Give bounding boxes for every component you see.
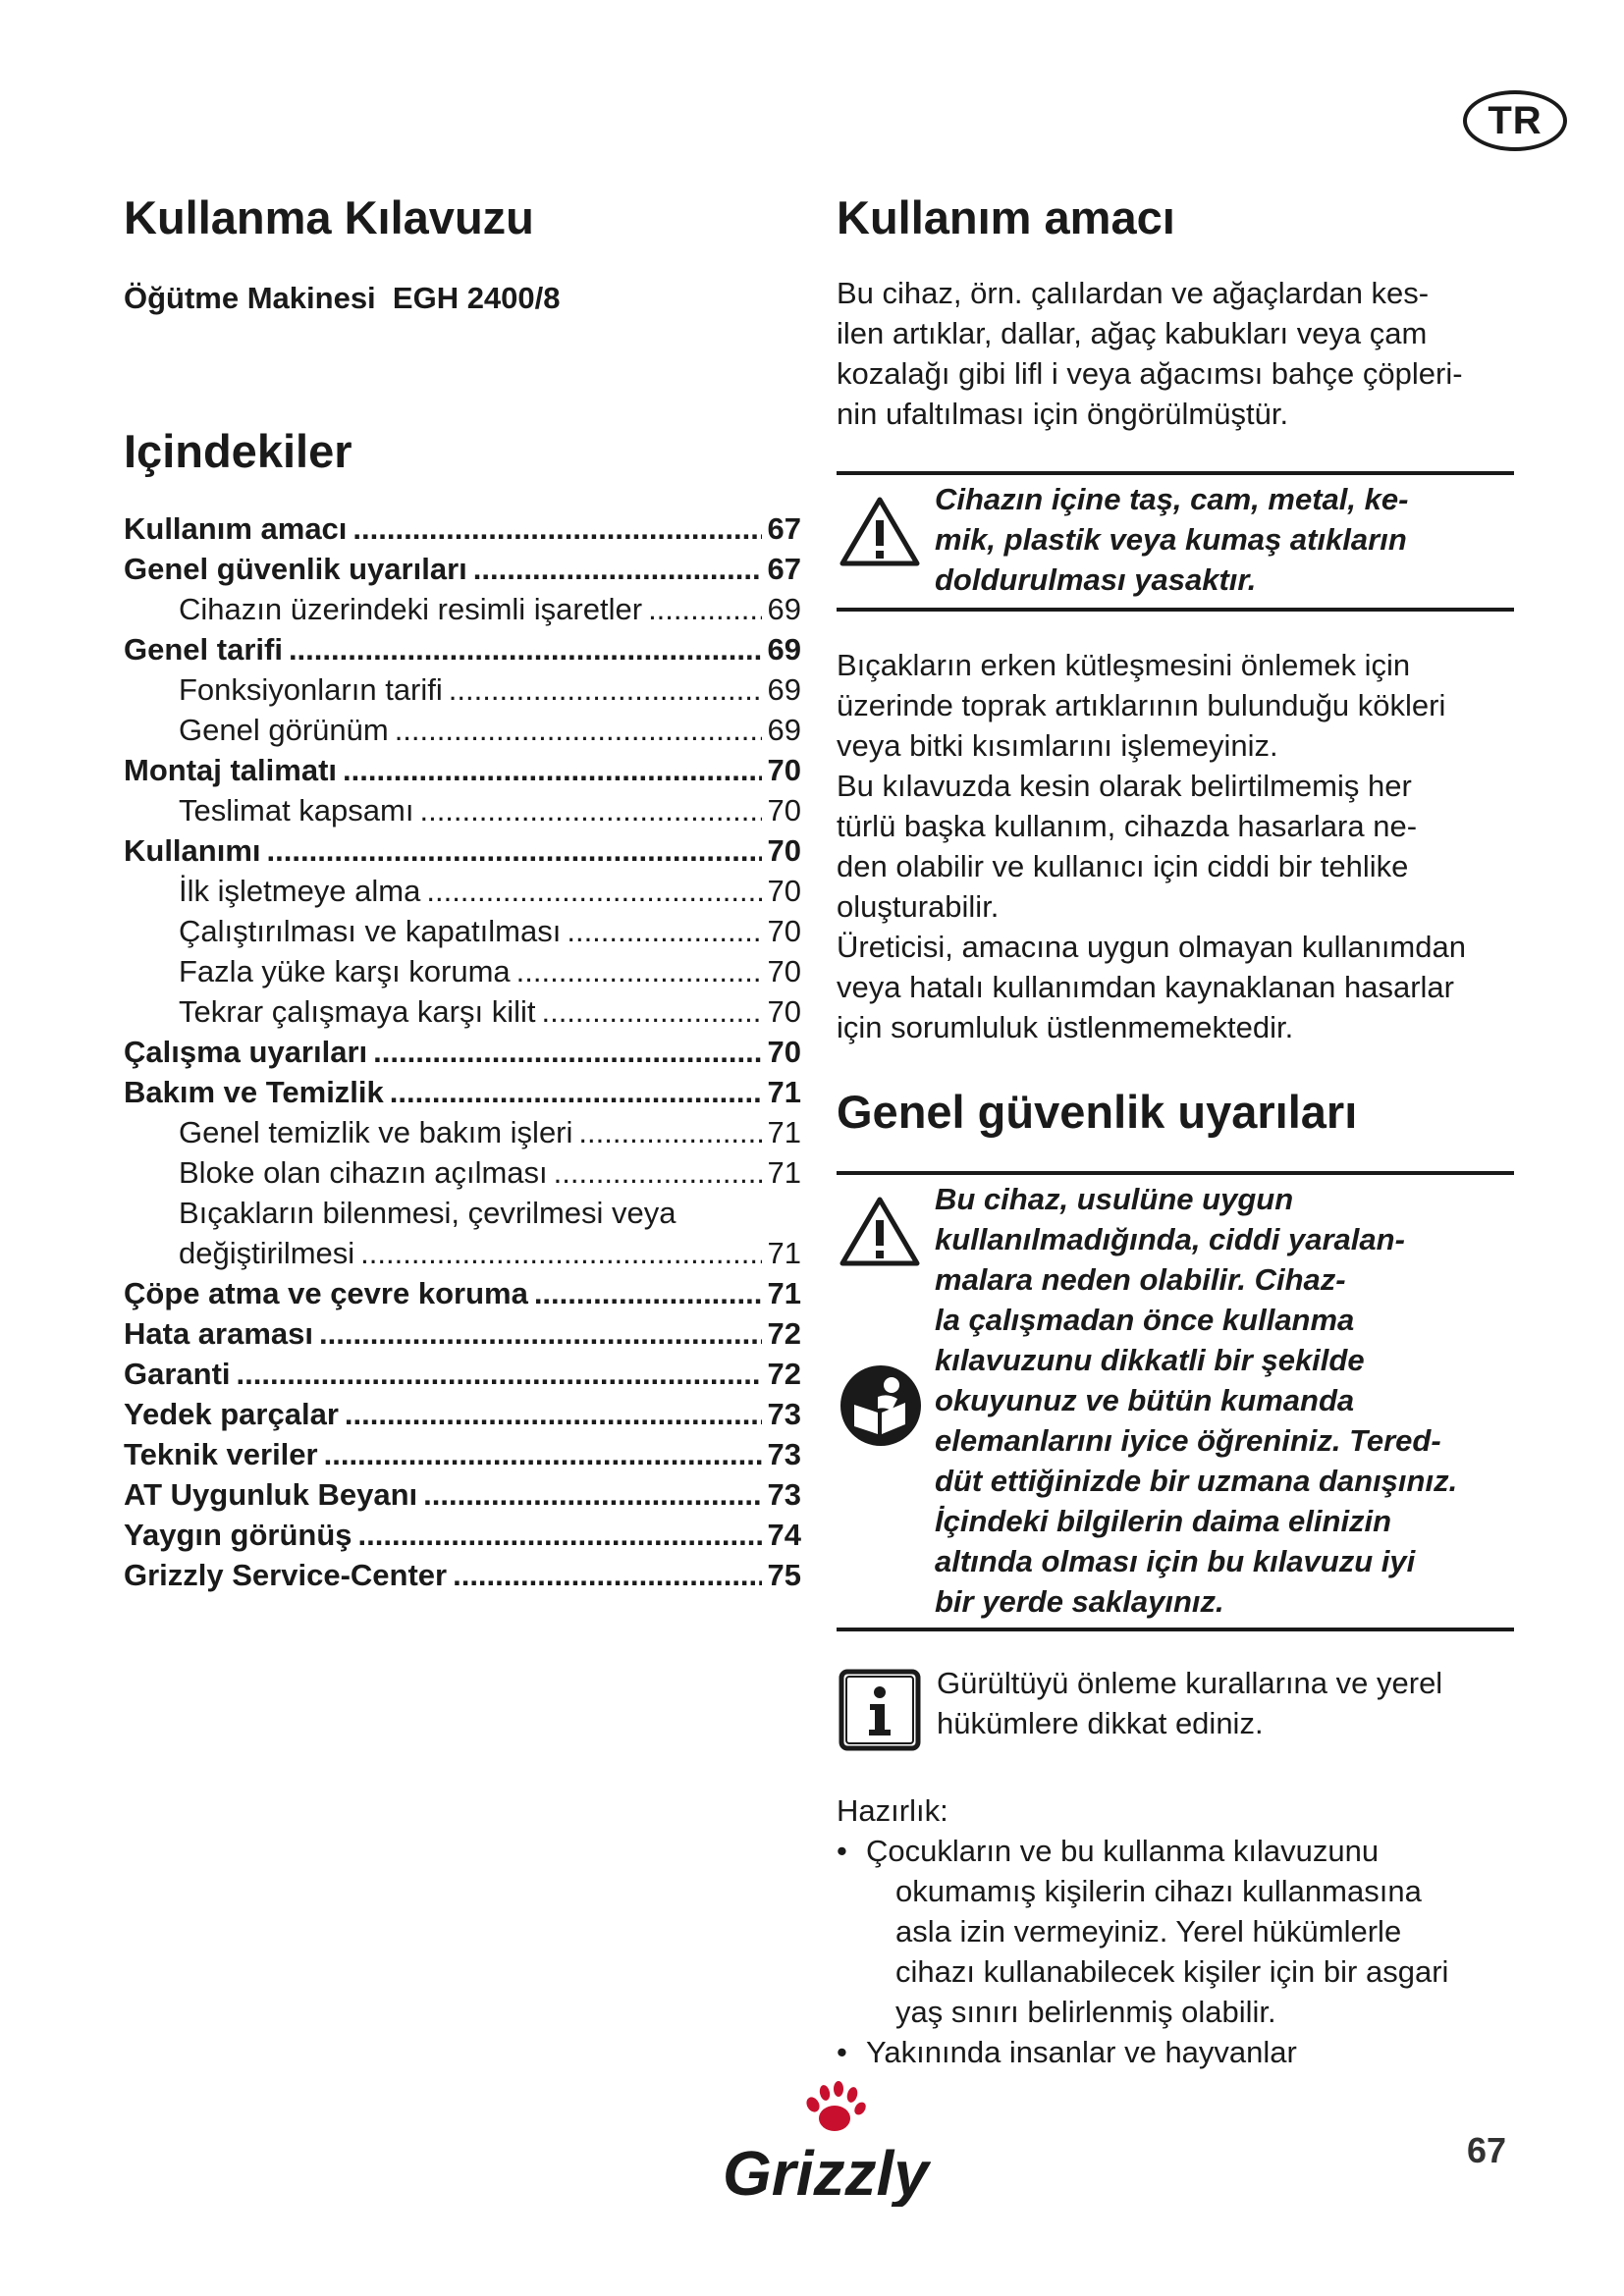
text-line: elemanlarını iyice öğreniniz. Tered- <box>935 1423 1441 1458</box>
toc-entry-page: 71 <box>767 1075 801 1109</box>
preparation-label: Hazırlık: <box>837 1793 948 1828</box>
toc-entry <box>124 750 801 790</box>
toc-entry <box>124 669 801 710</box>
toc-leader-dots <box>516 951 762 991</box>
text-line: Bu cihaz, usulüne uygun <box>935 1182 1294 1216</box>
section-title-safety: Genel güvenlik uyarıları <box>837 1086 1358 1138</box>
toc-leader-dots <box>319 1313 762 1354</box>
toc-entry-page: 73 <box>767 1397 801 1431</box>
toc-entry-label: Hata araması <box>124 1316 314 1351</box>
text-line: asla izin vermeyiniz. Yerel hükümlerle <box>895 1914 1402 1949</box>
toc-entry-page: 70 <box>767 753 801 787</box>
text-line: oluşturabilir. <box>837 889 1000 924</box>
text-line: nin ufaltılması için öngörülmüştür. <box>837 397 1289 431</box>
toc-entry <box>124 508 801 549</box>
toc-leader-dots <box>373 1032 761 1072</box>
text-line: için sorumluluk üstlenmemektedir. <box>837 1010 1294 1044</box>
toc-entry-label: Genel tarifi <box>124 632 283 667</box>
text-line: üzerinde toprak artıklarının bulunduğu kökleri <box>837 688 1446 722</box>
text-line: yaş sınırı belirlenmiş olabilir. <box>895 1995 1276 2029</box>
toc-entry-label: Tekrar çalışmaya karşı kilit <box>179 994 536 1029</box>
table-of-contents <box>124 508 811 1595</box>
toc-entry <box>124 1193 801 1233</box>
toc-entry <box>124 1434 801 1474</box>
toc-leader-dots <box>358 1515 762 1555</box>
bullet-mark: • <box>837 2035 847 2069</box>
toc-entry-page: 70 <box>767 994 801 1029</box>
text-line: okumamış kişilerin cihazı kullanmasına <box>895 1874 1422 1908</box>
toc-leader-dots <box>395 710 762 750</box>
toc-entry-page: 71 <box>767 1236 801 1270</box>
text-line: kılavuzunu dikkatli bir şekilde <box>935 1343 1365 1377</box>
text-line: veya bitki kısımlarını işlemeyiniz. <box>837 728 1278 763</box>
toc-leader-dots <box>648 589 761 629</box>
toc-leader-dots <box>390 1072 762 1112</box>
toc-entry-page: 73 <box>767 1477 801 1512</box>
toc-entry <box>124 951 801 991</box>
toc-entry-page: 70 <box>767 874 801 908</box>
text-line: veya hatalı kullanımdan kaynaklanan hasarlar <box>837 970 1454 1004</box>
toc-entry-label: Çalışma uyarıları <box>124 1035 368 1069</box>
text-line: altında olması için bu kılavuzu iyi <box>935 1544 1416 1578</box>
toc-leader-dots <box>578 1112 761 1152</box>
toc-entry-label: Kullanımı <box>124 833 261 868</box>
toc-entry-label: AT Uygunluk Beyanı <box>124 1477 418 1512</box>
toc-entry-label: Çöpe atma ve çevre koruma <box>124 1276 528 1310</box>
read-manual-icon <box>839 1363 923 1448</box>
toc-entry-page: 74 <box>767 1518 801 1552</box>
text-line: Gürültüyü önleme kurallarına ve yerel <box>937 1666 1443 1700</box>
toc-leader-dots <box>237 1354 762 1394</box>
bullet-item <box>837 1831 1514 2032</box>
toc-leader-dots <box>352 508 761 549</box>
toc-leader-dots <box>534 1273 762 1313</box>
info-note <box>837 1663 1514 1751</box>
toc-leader-dots <box>343 750 762 790</box>
toc-entry-label: değiştirilmesi <box>179 1236 355 1270</box>
toc-entry-label: Çalıştırılması ve kapatılması <box>179 914 562 948</box>
toc-leader-dots <box>449 669 762 710</box>
preparation-section <box>837 1790 1514 2072</box>
toc-entry-page: 73 <box>767 1437 801 1471</box>
info-text <box>937 1663 1514 1743</box>
text-line: ilen artıklar, dallar, ağaç kabukları veya çam <box>837 316 1428 350</box>
warning-box-prohibited-waste <box>837 471 1514 612</box>
toc-entry-page: 70 <box>767 914 801 948</box>
toc-entry <box>124 1112 801 1152</box>
toc-entry-page: 72 <box>767 1316 801 1351</box>
warning-triangle-icon <box>839 495 921 567</box>
toc-entry <box>124 710 801 750</box>
text-line: hükümlere dikkat ediniz. <box>937 1706 1264 1740</box>
toc-entry-label: Teslimat kapsamı <box>179 793 414 828</box>
toc-entry-label: Montaj talimatı <box>124 753 338 787</box>
toc-entry <box>124 1032 801 1072</box>
toc-entry-label: İlk işletmeye alma <box>179 874 421 908</box>
toc-entry-page: 72 <box>767 1357 801 1391</box>
toc-entry-page: 70 <box>767 954 801 988</box>
toc-entry <box>124 790 801 830</box>
toc-entry-label: Fonksiyonların tarifi <box>179 672 443 707</box>
info-icon <box>839 1669 921 1751</box>
toc-leader-dots <box>289 629 762 669</box>
preparation-bullets <box>837 1831 1514 2072</box>
toc-entry-label: Bıçakların bilenmesi, çevrilmesi veya <box>179 1196 677 1230</box>
toc-entry <box>124 1394 801 1434</box>
toc-entry-page: 69 <box>767 713 801 747</box>
toc-leader-dots <box>541 991 761 1032</box>
bullet-mark: • <box>837 1834 847 1868</box>
toc-entry-page: 71 <box>767 1115 801 1149</box>
text-line: Bıçakların erken kütleşmesini önlemek için <box>837 648 1411 682</box>
toc-entry <box>124 991 801 1032</box>
right-column <box>837 187 1514 2072</box>
toc-entry-page: 71 <box>767 1276 801 1310</box>
logo-wordmark: Grizzly <box>723 2138 929 2207</box>
toc-entry-label: Teknik veriler <box>124 1437 318 1471</box>
toc-entry-page: 70 <box>767 833 801 868</box>
text-line: kozalağı gibi lifl i veya ağacımsı bahçe çöpleri- <box>837 356 1463 391</box>
text-line: düt ettiğinizde bir uzmana danışınız. <box>935 1464 1458 1498</box>
text-line: doldurulması yasaktır. <box>935 562 1257 597</box>
text-line: Bu kılavuzda kesin olarak belirtilmemiş her <box>837 769 1412 803</box>
text-line: İçindeki bilgilerin daima elinizin <box>935 1504 1392 1538</box>
warning-text-safety <box>935 1179 1514 1622</box>
toc-entry <box>124 629 801 669</box>
toc-entry-label: Yaygın görünüş <box>124 1518 352 1552</box>
toc-entry <box>124 1072 801 1112</box>
text-line: la çalışmadan önce kullanma <box>935 1303 1355 1337</box>
toc-entry-label: Grizzly Service-Center <box>124 1558 448 1592</box>
toc-leader-dots <box>324 1434 762 1474</box>
page-number: 67 <box>1467 2130 1507 2170</box>
text-line: Yakınında insanlar ve hayvanlar <box>866 2035 1297 2069</box>
text-line: malara neden olabilir. Cihaz- <box>935 1262 1346 1297</box>
section-title-intended-use: Kullanım amacı <box>837 191 1175 243</box>
toc-leader-dots <box>567 911 761 951</box>
toc-entry-page: 69 <box>767 672 801 707</box>
text-line: mik, plastik veya kumaş atıkların <box>935 522 1407 557</box>
toc-entry <box>124 830 801 871</box>
text-line: den olabilir ve kullanıcı için ciddi bir tehlike <box>837 849 1409 883</box>
usage-notes-text <box>837 645 1514 1047</box>
toc-entry <box>124 1313 801 1354</box>
text-line: Cihazın içine taş, cam, metal, ke- <box>935 482 1409 516</box>
text-line: Üreticisi, amacına uygun olmayan kullanımdan <box>837 930 1466 964</box>
toc-leader-dots <box>419 790 761 830</box>
toc-entry <box>124 589 801 629</box>
toc-entry <box>124 549 801 589</box>
toc-leader-dots <box>360 1233 761 1273</box>
text-line: türlü başka kullanım, cihazda hasarlara ne- <box>837 809 1418 843</box>
toc-entry-page: 69 <box>767 592 801 626</box>
toc-leader-dots <box>423 1474 761 1515</box>
warning-text-prohibited-waste <box>935 479 1514 600</box>
warning-box-safety <box>837 1171 1514 1631</box>
text-line: cihazı kullanabilecek kişiler için bir asgari <box>895 1954 1449 1989</box>
toc-entry <box>124 871 801 911</box>
toc-entry-label: Genel güvenlik uyarıları <box>124 552 467 586</box>
bullet-item <box>837 2032 1514 2072</box>
toc-leader-dots <box>426 871 761 911</box>
toc-entry-label: Yedek parçalar <box>124 1397 339 1431</box>
toc-entry-page: 69 <box>767 632 801 667</box>
text-line: Bu cihaz, örn. çalılardan ve ağaçlardan kes- <box>837 276 1430 310</box>
toc-leader-dots <box>267 830 762 871</box>
toc-entry-label: Garanti <box>124 1357 231 1391</box>
toc-entry <box>124 1233 801 1273</box>
toc-entry-label: Genel temizlik ve bakım işleri <box>179 1115 573 1149</box>
toc-entry-label: Genel görünüm <box>179 713 389 747</box>
toc-entry-page: 71 <box>767 1155 801 1190</box>
toc-entry <box>124 1152 801 1193</box>
toc-leader-dots <box>473 549 762 589</box>
grizzly-logo <box>715 2079 931 2207</box>
language-code: TR <box>1488 98 1543 142</box>
toc-entry-page: 67 <box>767 552 801 586</box>
text-line: okuyunuz ve bütün kumanda <box>935 1383 1355 1417</box>
toc-entry-page: 70 <box>767 1035 801 1069</box>
toc-entry-page: 70 <box>767 793 801 828</box>
toc-leader-dots <box>345 1394 762 1434</box>
toc-entry <box>124 1474 801 1515</box>
language-badge <box>1463 90 1567 151</box>
intended-use-text <box>837 273 1514 434</box>
text-line: bir yerde saklayınız. <box>935 1584 1224 1619</box>
toc-entry <box>124 1515 801 1555</box>
toc-entry-page: 75 <box>767 1558 801 1592</box>
toc-entry-label: Fazla yüke karşı koruma <box>179 954 511 988</box>
product-subtitle: Öğütme Makinesi EGH 2400/8 <box>124 281 561 315</box>
left-column <box>124 187 811 1595</box>
toc-leader-dots <box>453 1555 761 1595</box>
toc-entry-label: Kullanım amacı <box>124 511 348 546</box>
toc-entry <box>124 1273 801 1313</box>
toc-leader-dots <box>554 1152 762 1193</box>
toc-entry-label: Cihazın üzerindeki resimli işaretler <box>179 592 643 626</box>
toc-title: Içindekiler <box>124 425 352 477</box>
toc-entry-label: Bakım ve Temizlik <box>124 1075 384 1109</box>
text-line: Çocukların ve bu kullanma kılavuzunu <box>866 1834 1380 1868</box>
warning-triangle-icon <box>839 1195 921 1267</box>
toc-entry-page: 67 <box>767 511 801 546</box>
toc-entry-label: Bloke olan cihazın açılması <box>179 1155 548 1190</box>
manual-title: Kullanma Kılavuzu <box>124 191 534 243</box>
toc-entry <box>124 1555 801 1595</box>
text-line: kullanılmadığında, ciddi yaralan- <box>935 1222 1405 1256</box>
toc-entry <box>124 1354 801 1394</box>
toc-entry <box>124 911 801 951</box>
